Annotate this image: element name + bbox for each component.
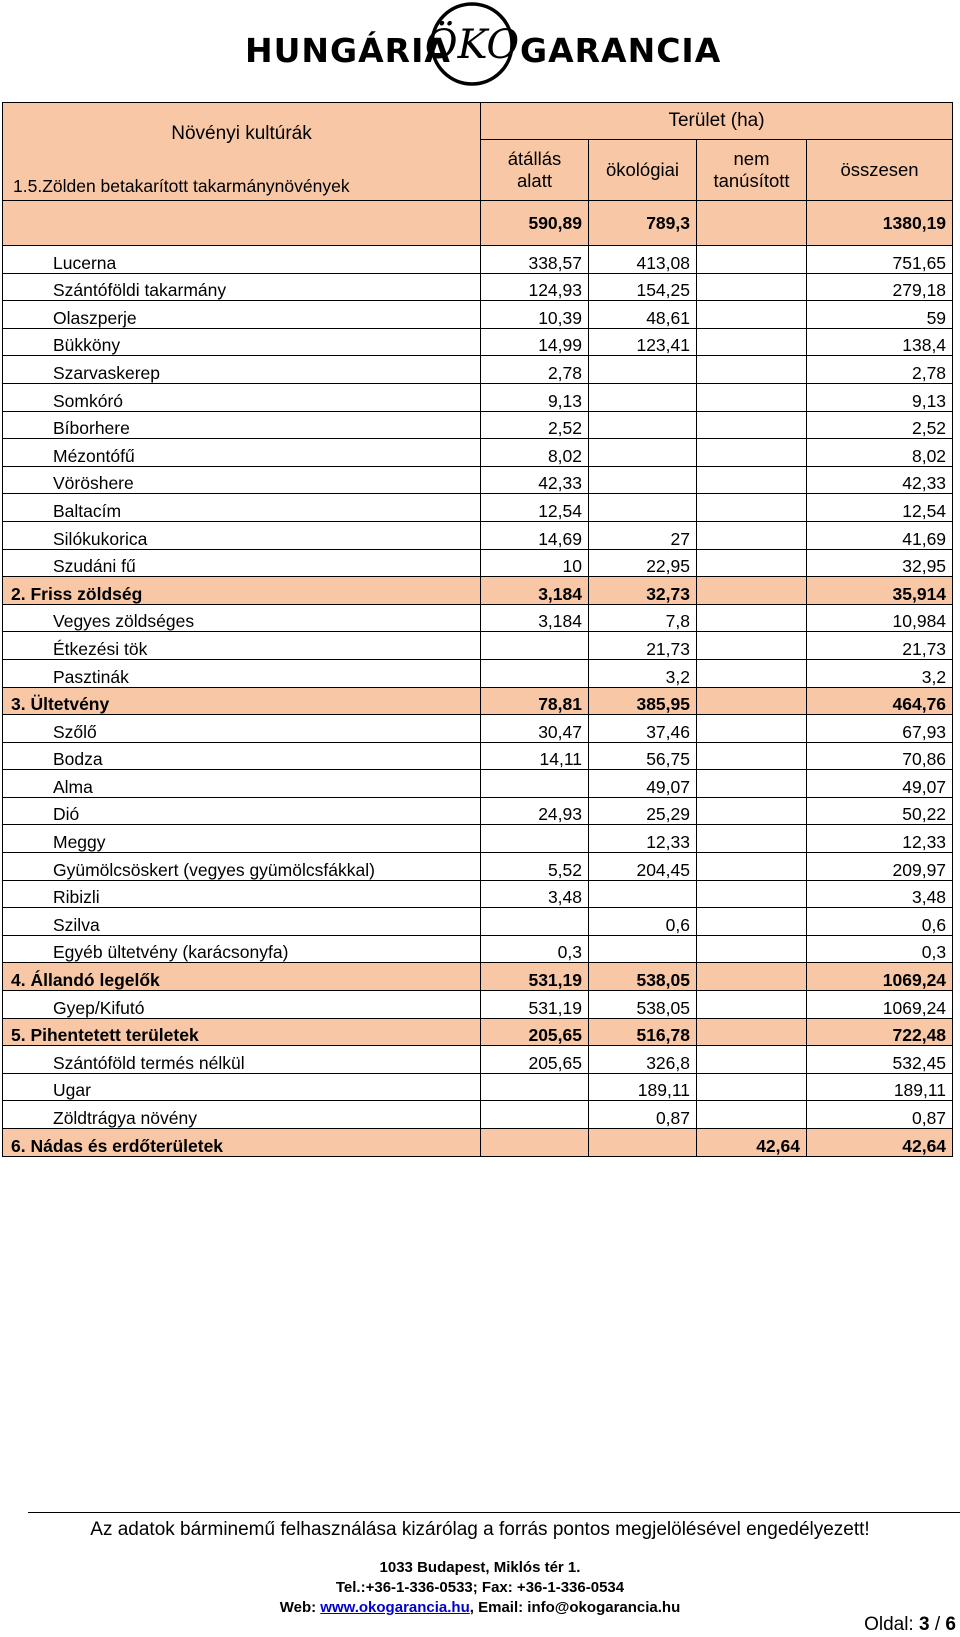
atallas-cell: 8,02 xyxy=(481,439,589,467)
section-1-okologiai: 789,3 xyxy=(589,201,697,246)
osszesen-cell: 532,45 xyxy=(807,1046,953,1074)
svg-text:HUNGÁRIA: HUNGÁRIA xyxy=(245,31,451,70)
okologiai-cell: 21,73 xyxy=(589,632,697,660)
osszesen-cell: 32,95 xyxy=(807,549,953,577)
table-row xyxy=(3,604,953,632)
crop-name-cell: Szántóföld termés nélkül xyxy=(3,1046,481,1074)
section-1-title: 1.5.Zölden betakarított takarmánynövények xyxy=(13,175,350,196)
atallas-cell: 12,54 xyxy=(481,494,589,522)
nem-tanusitott-cell xyxy=(697,383,807,411)
page-total: 6 xyxy=(945,1614,956,1635)
okologiai-cell xyxy=(589,494,697,522)
osszesen-cell: 722,48 xyxy=(807,1018,953,1046)
osszesen-cell: 0,6 xyxy=(807,908,953,936)
osszesen-cell: 67,93 xyxy=(807,715,953,743)
crop-name-cell: Szarvaskerep xyxy=(3,356,481,384)
crop-name-cell: Bükköny xyxy=(3,328,481,356)
crop-name-cell: Szőlő xyxy=(3,715,481,743)
nem-tanusitott-cell xyxy=(697,301,807,329)
nem-tanusitott-cell xyxy=(697,466,807,494)
table-row xyxy=(3,770,953,798)
okologiai-cell: 538,05 xyxy=(589,963,697,991)
atallas-cell: 9,13 xyxy=(481,383,589,411)
okologiai-cell xyxy=(589,880,697,908)
atallas-cell: 3,184 xyxy=(481,577,589,605)
atallas-cell: 338,57 xyxy=(481,246,589,274)
nem-tanusitott-cell: 42,64 xyxy=(697,1129,807,1157)
okologiai-cell: 25,29 xyxy=(589,797,697,825)
col-header-nem-tanusitott: nem tanúsított xyxy=(697,140,807,201)
section-1-atallas: 590,89 xyxy=(481,201,589,246)
nem-tanusitott-cell xyxy=(697,1018,807,1046)
nem-tanusitott-cell xyxy=(697,963,807,991)
atallas-cell: 0,3 xyxy=(481,935,589,963)
table-row xyxy=(3,466,953,494)
table-row xyxy=(3,549,953,577)
col-header-okologiai: ökológiai xyxy=(589,140,697,201)
osszesen-cell: 0,3 xyxy=(807,935,953,963)
okologiai-cell: 22,95 xyxy=(589,549,697,577)
crop-area-table xyxy=(2,102,953,1157)
nem-tanusitott-cell xyxy=(697,439,807,467)
crop-name-cell: Zöldtrágya növény xyxy=(3,1101,481,1129)
website-link[interactable]: www.okogarancia.hu xyxy=(320,1599,470,1616)
atallas-cell: 205,65 xyxy=(481,1046,589,1074)
crop-column-header xyxy=(3,103,481,201)
crop-name-cell: Szilva xyxy=(3,908,481,936)
osszesen-cell: 189,11 xyxy=(807,1073,953,1101)
nem-tanusitott-cell xyxy=(697,328,807,356)
osszesen-cell: 59 xyxy=(807,301,953,329)
area-header: Terület (ha) xyxy=(481,103,953,140)
table-row xyxy=(3,1046,953,1074)
crop-name-cell: Pasztinák xyxy=(3,659,481,687)
okologiai-cell: 7,8 xyxy=(589,604,697,632)
osszesen-cell: 209,97 xyxy=(807,853,953,881)
crop-name-cell: 5. Pihentetett területek xyxy=(3,1018,481,1046)
section-1-label-cell xyxy=(3,201,481,246)
crop-name-cell: Baltacím xyxy=(3,494,481,522)
osszesen-cell: 138,4 xyxy=(807,328,953,356)
table-row xyxy=(3,632,953,660)
atallas-cell: 2,52 xyxy=(481,411,589,439)
crop-header-label: Növényi kultúrák xyxy=(171,122,312,144)
okologiai-cell: 189,11 xyxy=(589,1073,697,1101)
atallas-cell: 14,99 xyxy=(481,328,589,356)
okologiai-cell: 0,87 xyxy=(589,1101,697,1129)
okologiai-cell: 326,8 xyxy=(589,1046,697,1074)
table-row xyxy=(3,853,953,881)
hungaria-okogarancia-logo xyxy=(0,0,960,100)
section-1-osszesen: 1380,19 xyxy=(807,201,953,246)
table-row xyxy=(3,825,953,853)
footer-address: 1033 Budapest, Miklós tér 1. xyxy=(379,1559,581,1576)
table-row xyxy=(3,246,953,274)
osszesen-cell: 3,48 xyxy=(807,880,953,908)
nem-tanusitott-cell xyxy=(697,742,807,770)
okologiai-cell: 123,41 xyxy=(589,328,697,356)
crop-name-cell: Somkóró xyxy=(3,383,481,411)
table-row xyxy=(3,273,953,301)
footer-phone: Tel.:+36-1-336-0533; Fax: +36-1-336-0534 xyxy=(335,1579,625,1596)
okologiai-cell xyxy=(589,1129,697,1157)
okologiai-cell xyxy=(589,439,697,467)
nem-tanusitott-cell xyxy=(697,604,807,632)
crop-name-cell: Bodza xyxy=(3,742,481,770)
atallas-cell: 14,69 xyxy=(481,521,589,549)
nem-tanusitott-cell xyxy=(697,521,807,549)
table-row xyxy=(3,521,953,549)
okologiai-cell: 3,2 xyxy=(589,659,697,687)
nem-tanusitott-cell xyxy=(697,659,807,687)
nem-tanusitott-cell xyxy=(697,246,807,274)
section-row xyxy=(3,1018,953,1046)
atallas-cell xyxy=(481,1101,589,1129)
crop-name-cell: Gyümölcsöskert (vegyes gyümölcsfákkal) xyxy=(3,853,481,881)
crop-name-cell: Olaszperje xyxy=(3,301,481,329)
atallas-cell: 42,33 xyxy=(481,466,589,494)
table-row xyxy=(3,1073,953,1101)
nem-tanusitott-cell xyxy=(697,991,807,1019)
okologiai-cell xyxy=(589,411,697,439)
table-row xyxy=(3,935,953,963)
okologiai-cell: 204,45 xyxy=(589,853,697,881)
crop-name-cell: Mézontófű xyxy=(3,439,481,467)
nem-tanusitott-cell xyxy=(697,1073,807,1101)
email-label: , Email: info@okogarancia.hu xyxy=(469,1599,681,1616)
crop-name-cell: Étkezési tök xyxy=(3,632,481,660)
okologiai-cell: 32,73 xyxy=(589,577,697,605)
atallas-cell xyxy=(481,1073,589,1101)
atallas-cell xyxy=(481,908,589,936)
okologiai-cell: 27 xyxy=(589,521,697,549)
crop-name-cell: Vöröshere xyxy=(3,466,481,494)
okologiai-cell: 37,46 xyxy=(589,715,697,743)
table-header-row-1 xyxy=(3,103,953,140)
table-row xyxy=(3,797,953,825)
osszesen-cell: 2,52 xyxy=(807,411,953,439)
crop-name-cell: Meggy xyxy=(3,825,481,853)
crop-name-cell: Egyéb ültetvény (karácsonyfa) xyxy=(3,935,481,963)
atallas-cell: 3,48 xyxy=(481,880,589,908)
table-row xyxy=(3,439,953,467)
nem-tanusitott-cell xyxy=(697,577,807,605)
osszesen-cell: 464,76 xyxy=(807,687,953,715)
atallas-cell: 205,65 xyxy=(481,1018,589,1046)
atallas-cell: 78,81 xyxy=(481,687,589,715)
nem-tanusitott-cell xyxy=(697,273,807,301)
osszesen-cell: 751,65 xyxy=(807,246,953,274)
page-separator: / xyxy=(929,1614,946,1635)
nem-tanusitott-cell xyxy=(697,1101,807,1129)
section-row xyxy=(3,963,953,991)
okologiai-cell: 0,6 xyxy=(589,908,697,936)
page-header xyxy=(0,0,960,100)
okologiai-cell: 56,75 xyxy=(589,742,697,770)
footer-divider xyxy=(28,1512,960,1513)
section-row xyxy=(3,687,953,715)
okologiai-cell: 49,07 xyxy=(589,770,697,798)
osszesen-cell: 279,18 xyxy=(807,273,953,301)
nem-tanusitott-cell xyxy=(697,935,807,963)
osszesen-cell: 2,78 xyxy=(807,356,953,384)
okologiai-cell xyxy=(589,383,697,411)
crop-name-cell: Alma xyxy=(3,770,481,798)
okologiai-cell: 516,78 xyxy=(589,1018,697,1046)
table-row xyxy=(3,494,953,522)
section-row xyxy=(3,577,953,605)
col-header-osszesen: összesen xyxy=(807,140,953,201)
okologiai-cell: 413,08 xyxy=(589,246,697,274)
osszesen-cell: 12,54 xyxy=(807,494,953,522)
table-row xyxy=(3,356,953,384)
table-row xyxy=(3,1101,953,1129)
nem-tanusitott-cell xyxy=(697,853,807,881)
table-row xyxy=(3,991,953,1019)
osszesen-cell: 8,02 xyxy=(807,439,953,467)
osszesen-cell: 1069,24 xyxy=(807,963,953,991)
atallas-cell: 531,19 xyxy=(481,991,589,1019)
atallas-cell: 124,93 xyxy=(481,273,589,301)
nem-tanusitott-cell xyxy=(697,356,807,384)
osszesen-cell: 21,73 xyxy=(807,632,953,660)
table-row xyxy=(3,659,953,687)
osszesen-cell: 70,86 xyxy=(807,742,953,770)
osszesen-cell: 49,07 xyxy=(807,770,953,798)
crop-name-cell: Lucerna xyxy=(3,246,481,274)
page-label: Oldal: xyxy=(864,1614,919,1635)
osszesen-cell: 42,64 xyxy=(807,1129,953,1157)
atallas-cell: 531,19 xyxy=(481,963,589,991)
crop-name-cell: 2. Friss zöldség xyxy=(3,577,481,605)
footer-web-email xyxy=(0,1599,960,1616)
page-indicator xyxy=(864,1614,956,1636)
nem-tanusitott-cell xyxy=(697,687,807,715)
table-row xyxy=(3,383,953,411)
atallas-cell: 10 xyxy=(481,549,589,577)
osszesen-cell: 41,69 xyxy=(807,521,953,549)
atallas-cell xyxy=(481,632,589,660)
crop-name-cell: 4. Állandó legelők xyxy=(3,963,481,991)
nem-tanusitott-cell xyxy=(697,494,807,522)
atallas-cell: 14,11 xyxy=(481,742,589,770)
atallas-cell: 2,78 xyxy=(481,356,589,384)
atallas-cell: 24,93 xyxy=(481,797,589,825)
okologiai-cell: 538,05 xyxy=(589,991,697,1019)
osszesen-cell: 35,914 xyxy=(807,577,953,605)
page-current: 3 xyxy=(919,1614,930,1635)
okologiai-cell: 12,33 xyxy=(589,825,697,853)
table-row xyxy=(3,880,953,908)
okologiai-cell: 48,61 xyxy=(589,301,697,329)
osszesen-cell: 9,13 xyxy=(807,383,953,411)
okologiai-cell: 154,25 xyxy=(589,273,697,301)
nem-tanusitott-cell xyxy=(697,411,807,439)
okologiai-cell xyxy=(589,466,697,494)
nem-tanusitott-cell xyxy=(697,908,807,936)
section-1-totals-row xyxy=(3,201,953,246)
crop-name-cell: 6. Nádas és erdőterületek xyxy=(3,1129,481,1157)
section-1-nem-tanusitott xyxy=(697,201,807,246)
atallas-cell xyxy=(481,1129,589,1157)
crop-name-cell: Ribizli xyxy=(3,880,481,908)
section-row xyxy=(3,1129,953,1157)
atallas-cell: 10,39 xyxy=(481,301,589,329)
atallas-cell xyxy=(481,825,589,853)
atallas-cell xyxy=(481,659,589,687)
table-row xyxy=(3,715,953,743)
table-row xyxy=(3,742,953,770)
crop-name-cell: Silókukorica xyxy=(3,521,481,549)
nem-tanusitott-cell xyxy=(697,797,807,825)
nem-tanusitott-cell xyxy=(697,1046,807,1074)
okologiai-cell: 385,95 xyxy=(589,687,697,715)
atallas-cell: 30,47 xyxy=(481,715,589,743)
atallas-cell: 3,184 xyxy=(481,604,589,632)
osszesen-cell: 12,33 xyxy=(807,825,953,853)
okologiai-cell xyxy=(589,356,697,384)
col-header-atallas: átállás alatt xyxy=(481,140,589,201)
crop-name-cell: Dió xyxy=(3,797,481,825)
web-label: Web: xyxy=(279,1599,321,1616)
table-row xyxy=(3,301,953,329)
atallas-cell xyxy=(481,770,589,798)
nem-tanusitott-cell xyxy=(697,632,807,660)
nem-tanusitott-cell xyxy=(697,880,807,908)
crop-name-cell: 3. Ültetvény xyxy=(3,687,481,715)
crop-name-cell: Gyep/Kifutó xyxy=(3,991,481,1019)
osszesen-cell: 3,2 xyxy=(807,659,953,687)
crop-name-cell: Szudáni fű xyxy=(3,549,481,577)
osszesen-cell: 0,87 xyxy=(807,1101,953,1129)
crop-name-cell: Szántóföldi takarmány xyxy=(3,273,481,301)
svg-text:ÖKO: ÖKO xyxy=(424,22,520,68)
table-row xyxy=(3,908,953,936)
osszesen-cell: 50,22 xyxy=(807,797,953,825)
table-row xyxy=(3,411,953,439)
crop-name-cell: Ugar xyxy=(3,1073,481,1101)
nem-tanusitott-cell xyxy=(697,770,807,798)
osszesen-cell: 10,984 xyxy=(807,604,953,632)
crop-name-cell: Vegyes zöldséges xyxy=(3,604,481,632)
okologiai-cell xyxy=(589,935,697,963)
osszesen-cell: 1069,24 xyxy=(807,991,953,1019)
table-row xyxy=(3,328,953,356)
footer-disclaimer: Az adatok bárminemű felhasználása kizárólag a forrás pontos megjelölésével engedélyezett! xyxy=(90,1519,870,1540)
nem-tanusitott-cell xyxy=(697,715,807,743)
crop-name-cell: Bíborhere xyxy=(3,411,481,439)
nem-tanusitott-cell xyxy=(697,825,807,853)
nem-tanusitott-cell xyxy=(697,549,807,577)
atallas-cell: 5,52 xyxy=(481,853,589,881)
osszesen-cell: 42,33 xyxy=(807,466,953,494)
svg-text:GARANCIA: GARANCIA xyxy=(520,31,722,70)
